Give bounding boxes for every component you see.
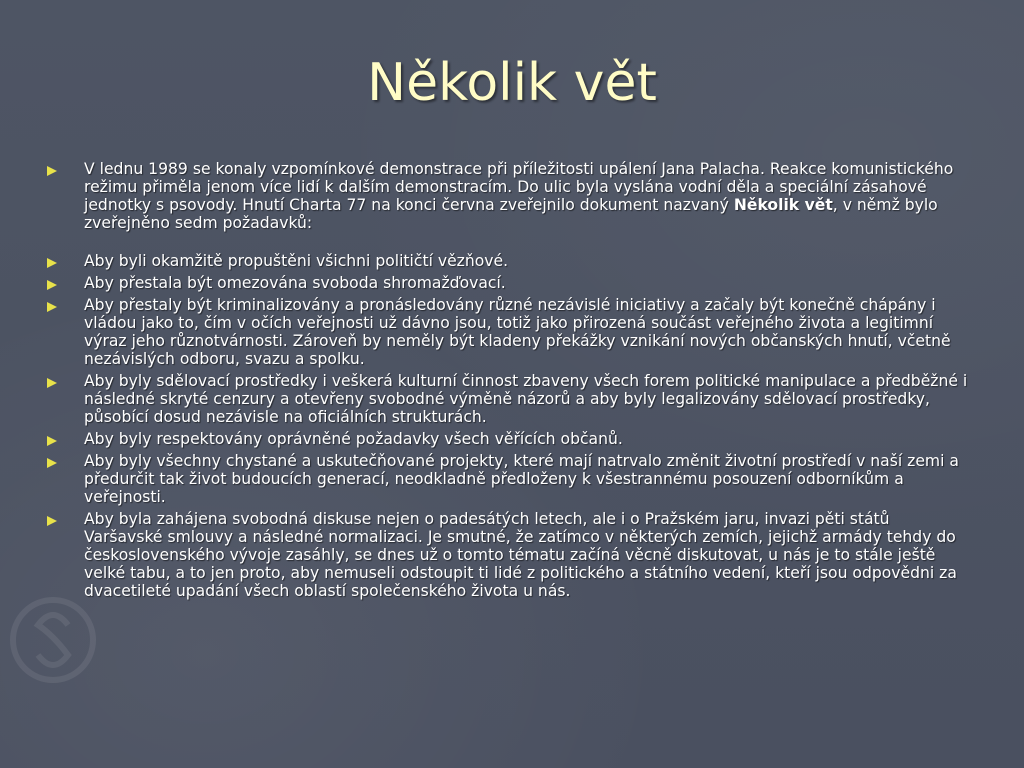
triangle-right-icon: [47, 302, 57, 312]
triangle-right-icon: [47, 458, 57, 468]
demand-text: Aby byly respektovány oprávněné požadavky všech věřících občanů.: [84, 430, 623, 448]
triangle-right-icon: [47, 280, 57, 290]
slide-body: [44, 160, 972, 600]
triangle-right-icon: [47, 166, 57, 176]
intro-text-after: , v němž bylo zveřejněno sedm požadavků:: [84, 196, 938, 232]
intro-text: [84, 160, 953, 232]
demand-item: [44, 452, 972, 506]
triangle-right-icon: [47, 436, 57, 446]
triangle-right-icon: [47, 258, 57, 268]
intro-paragraph: [44, 160, 972, 232]
demand-item: [44, 296, 972, 368]
triangle-right-icon: [47, 378, 57, 388]
demand-text: Aby byla zahájena svobodná diskuse nejen o padesátých letech, ale i o Pražském jaru, invazi pěti států Varšavské smlouvy a následné normalizaci. Je smutné, že zatímco v některých zemích, jejichž armády tehdy do československého vývoje zasáhly, se dnes už o tomto tématu začíná věcně diskutovat, u nás je to stále ještě velké tabu, a to jen proto, aby nemuseli odstoupit ti lidé z politického a státního vedení, kteří jsou odpovědni za dvacetileté upadání všech oblastí společenského života u nás.: [84, 510, 957, 600]
triangle-right-icon: [47, 516, 57, 526]
demand-text: Aby přestala být omezována svoboda shromažďovací.: [84, 274, 506, 292]
slide-title: Několik vět: [367, 53, 657, 113]
demand-item: [44, 252, 972, 270]
demand-item: [44, 274, 972, 292]
demand-item: [44, 430, 972, 448]
demand-item: [44, 372, 972, 426]
document-name: Několik vět: [733, 196, 833, 214]
demand-text: Aby byly sdělovací prostředky i veškerá kulturní činnost zbaveny všech forem politické manipulace a předběžné i následné skryté cenzury a otevřeny svobodné výměně názorů a aby byly legalizovány sdělovací prostředky, působící dosud nezávisle na oficiálních strukturách.: [84, 372, 968, 426]
demand-item: [44, 510, 972, 600]
demand-text: Aby byly všechny chystané a uskutečňované projekty, které mají natrvalo změnit životní prostředí v naší zemi a předurčit tak život budoucích generací, neodkladně předloženy k všestrannému posouzení odborníkům a veřejnosti.: [84, 452, 959, 506]
intro-text-before: V lednu 1989 se konaly vzpomínkové demonstrace při příležitosti upálení Jana Palacha. Reakce komunistického režimu přiměla jenom více lidí k dalším demonstracím. Do ulic byla vyslána vodní děla a speciální zásahové jednotky s psovody. Hnutí Charta 77 na konci června zveřejnilo dokument nazvaný: [84, 160, 954, 214]
demand-text: Aby přestaly být kriminalizovány a pronásledovány různé nezávislé iniciativy a začaly být konečně chápány i vládou jako to, čím v očích veřejnosti už dávno jsou, totiž jako přirozená součást veřejného života a legitimní výraz jeho různotvárnosti. Zároveň by neměly být kladeny překážky vznikání nových občanských hnutí, včetně nezávislých odboru, svazu a spolku.: [84, 296, 951, 368]
demand-text: Aby byli okamžitě propuštěni všichni političtí vězňové.: [84, 252, 509, 270]
